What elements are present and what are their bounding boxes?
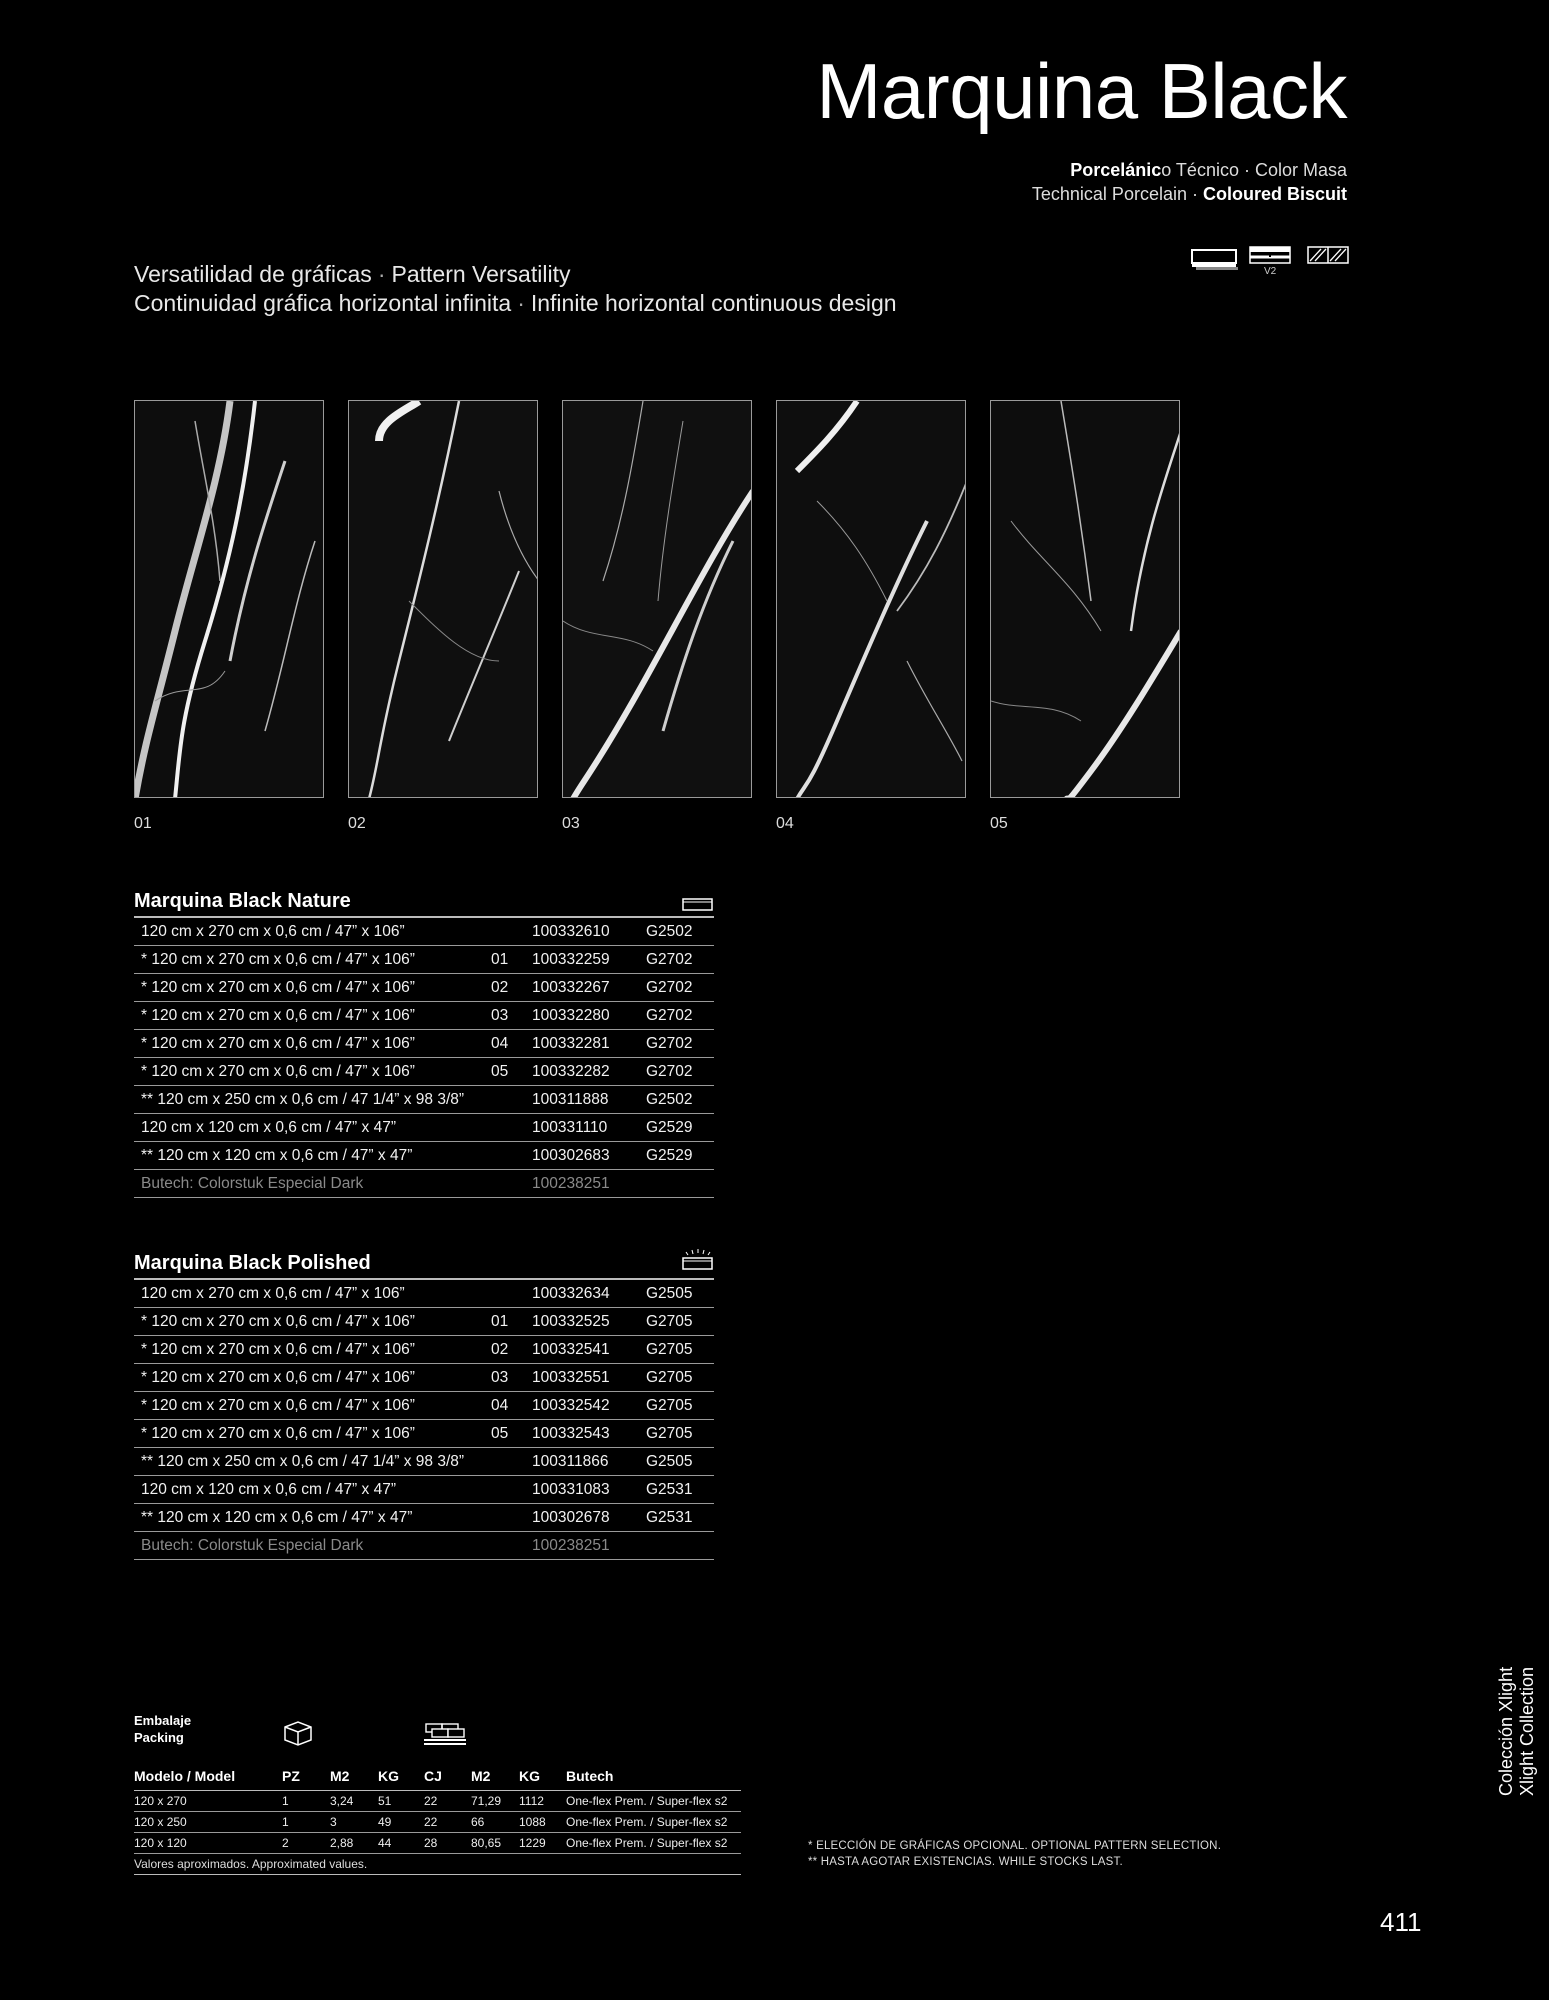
ref-cell: G2502 — [646, 1091, 693, 1108]
page-title: Marquina Black — [816, 47, 1347, 135]
tile-label-05: 05 — [990, 815, 1008, 832]
code-cell: 100332610 — [532, 923, 610, 940]
packing-cell: 1 — [282, 1794, 289, 1808]
continuous-pattern-icon — [1307, 246, 1351, 272]
code-cell: 100332634 — [532, 1285, 610, 1302]
packing-cell: 1112 — [519, 1794, 544, 1808]
packing-cell: 28 — [424, 1836, 438, 1850]
packing-cell: One-flex Prem. / Super-flex s2 — [566, 1794, 728, 1808]
polished-rows — [134, 1280, 714, 1560]
pattern-cell: 05 — [491, 1063, 509, 1080]
packing-row — [134, 1812, 741, 1833]
pattern-cell: 01 — [491, 951, 509, 968]
size-cell: * 120 cm x 270 cm x 0,6 cm / 47” x 106” — [141, 979, 415, 996]
code-cell: 100332551 — [532, 1369, 610, 1386]
pallet-icon — [422, 1720, 468, 1751]
packing-cell: 120 x 120 — [134, 1836, 187, 1850]
ref-cell: G2529 — [646, 1147, 693, 1164]
packing-note: Valores aproximados. Approximated values. — [134, 1854, 741, 1875]
size-cell: 120 cm x 120 cm x 0,6 cm / 47” x 47” — [141, 1481, 396, 1498]
size-cell: * 120 cm x 270 cm x 0,6 cm / 47” x 106” — [141, 1425, 415, 1442]
table-row — [134, 918, 714, 946]
packing-header-m2-pallet: M2 — [471, 1768, 491, 1784]
slab-icon — [1191, 246, 1235, 272]
packing-header-model: Modelo / Model — [134, 1768, 236, 1784]
nature-rows — [134, 918, 714, 1198]
pattern-cell: 05 — [491, 1425, 509, 1442]
table-row — [134, 1392, 714, 1420]
pattern-cell: 04 — [491, 1035, 509, 1052]
collection-es: Colección Xlight — [1496, 1666, 1516, 1796]
packing-label-en: Packing — [134, 1730, 184, 1745]
nature-table-title — [134, 886, 714, 916]
code-cell: 100311888 — [532, 1091, 609, 1108]
v2-caption: V2 — [1264, 266, 1277, 277]
size-cell: * 120 cm x 270 cm x 0,6 cm / 47” x 106” — [141, 1369, 415, 1386]
code-cell: 100332281 — [532, 1035, 610, 1052]
size-cell: Butech: Colorstuk Especial Dark — [141, 1175, 364, 1192]
size-cell: 120 cm x 270 cm x 0,6 cm / 47” x 106” — [141, 923, 405, 940]
packing-cell: 1229 — [519, 1836, 546, 1850]
polished-table-title — [134, 1248, 714, 1278]
format-icons — [1191, 246, 1351, 277]
pattern-cell: 03 — [491, 1369, 509, 1386]
pattern-cell: 02 — [491, 1341, 509, 1358]
ref-cell: G2702 — [646, 1007, 693, 1024]
table-row — [134, 1504, 714, 1532]
ref-cell: G2705 — [646, 1313, 693, 1330]
pattern-cell: 04 — [491, 1397, 509, 1414]
packing-cell: 2 — [282, 1836, 289, 1850]
code-cell: 100238251 — [532, 1175, 610, 1192]
code-cell: 100332282 — [532, 1063, 610, 1080]
packing-cell: 49 — [378, 1815, 392, 1829]
ref-cell: G2531 — [646, 1481, 693, 1498]
packing-label-es: Embalaje — [134, 1713, 192, 1728]
code-cell: 100331083 — [532, 1481, 610, 1498]
code-cell: 100302683 — [532, 1147, 610, 1164]
packing-cell: 120 x 250 — [134, 1815, 187, 1829]
packing-header-cj: CJ — [424, 1768, 442, 1784]
marble-tile-03 — [562, 400, 752, 798]
polished-finish-icon — [682, 1248, 714, 1281]
size-cell: 120 cm x 120 cm x 0,6 cm / 47” x 47” — [141, 1119, 396, 1136]
ref-cell: G2502 — [646, 923, 693, 940]
packing-row — [134, 1833, 741, 1854]
ref-cell: G2702 — [646, 979, 693, 996]
code-cell: 100332542 — [532, 1397, 610, 1414]
ref-cell: G2702 — [646, 951, 693, 968]
ref-cell: G2702 — [646, 1063, 693, 1080]
packing-header-kg-pallet: KG — [519, 1768, 540, 1784]
table-row — [134, 1030, 714, 1058]
packing-header-pz: PZ — [282, 1768, 300, 1784]
box-icon — [282, 1720, 314, 1751]
packing-rows — [134, 1791, 741, 1854]
code-cell: 100332280 — [532, 1007, 610, 1024]
size-cell: * 120 cm x 270 cm x 0,6 cm / 47” x 106” — [141, 1397, 415, 1414]
size-cell: Butech: Colorstuk Especial Dark — [141, 1537, 364, 1554]
packing-header — [134, 1762, 741, 1791]
packing-cell: 22 — [424, 1794, 438, 1808]
versatility-line-1 — [134, 261, 570, 288]
table-row — [134, 1532, 714, 1560]
ref-cell: G2531 — [646, 1509, 693, 1526]
ref-cell: G2705 — [646, 1425, 693, 1442]
packing-cell: 1088 — [519, 1815, 546, 1829]
size-cell: ** 120 cm x 120 cm x 0,6 cm / 47” x 47” — [141, 1509, 413, 1526]
packing-cell: 51 — [378, 1794, 392, 1808]
table-row — [134, 1170, 714, 1198]
code-cell: 100332267 — [532, 979, 610, 996]
ref-cell: G2505 — [646, 1453, 693, 1470]
versatility-en: Pattern Versatility — [391, 261, 571, 287]
packing-cell: 1 — [282, 1815, 289, 1829]
table-row — [134, 1308, 714, 1336]
marble-tile-01 — [134, 400, 324, 798]
table-row — [134, 946, 714, 974]
size-cell: * 120 cm x 270 cm x 0,6 cm / 47” x 106” — [141, 1007, 415, 1024]
table-row — [134, 1058, 714, 1086]
packing-cell: 71,29 — [471, 1794, 502, 1808]
size-cell: 120 cm x 270 cm x 0,6 cm / 47” x 106” — [141, 1285, 405, 1302]
ref-cell: G2529 — [646, 1119, 693, 1136]
collection-side-label — [1496, 1667, 1538, 1796]
footnote-1: * ELECCIÓN DE GRÁFICAS OPCIONAL. OPTIONAL PATTERN SELECTION. — [808, 1840, 1222, 1852]
table-row — [134, 1420, 714, 1448]
separator: · — [377, 261, 386, 287]
ref-cell: G2702 — [646, 1035, 693, 1052]
separator: · — [517, 290, 525, 316]
table-row — [134, 1280, 714, 1308]
subtitle-es-rest: o Técnico · Color Masa — [1161, 160, 1347, 180]
packing-cell: 44 — [378, 1836, 392, 1850]
packing-cell: 66 — [471, 1815, 485, 1829]
subtitle-en-bold: Coloured Biscuit — [1202, 184, 1347, 204]
subtitle-es — [1070, 160, 1347, 181]
packing-section — [134, 1712, 741, 1875]
code-cell: 100332543 — [532, 1425, 610, 1442]
size-cell: ** 120 cm x 250 cm x 0,6 cm / 47 1/4” x 98 3/8” — [141, 1453, 465, 1470]
continuity-en: Infinite horizontal continuous design — [530, 290, 897, 316]
versatility-es: Versatilidad de gráficas — [134, 261, 372, 287]
packing-header-m2: M2 — [330, 1768, 350, 1784]
code-cell: 100302678 — [532, 1509, 610, 1526]
table-row — [134, 1002, 714, 1030]
ref-cell: G2705 — [646, 1341, 693, 1358]
table-row — [134, 1336, 714, 1364]
tile-label-01: 01 — [134, 815, 152, 832]
table-row — [134, 1364, 714, 1392]
packing-cell: 22 — [424, 1815, 438, 1829]
pattern-cell: 03 — [491, 1007, 509, 1024]
pattern-cell: 01 — [491, 1313, 509, 1330]
page-number: 411 — [1380, 1907, 1422, 1937]
subtitle-en-rest: Technical Porcelain · — [1031, 184, 1203, 204]
nature-table — [134, 886, 714, 1198]
code-cell: 100332259 — [532, 951, 610, 968]
footnote-2: ** HASTA AGOTAR EXISTENCIAS. WHILE STOCKS LAST. — [808, 1856, 1123, 1868]
size-cell: ** 120 cm x 120 cm x 0,6 cm / 47” x 47” — [141, 1147, 413, 1164]
tile-label-02: 02 — [348, 815, 366, 832]
size-cell: * 120 cm x 270 cm x 0,6 cm / 47” x 106” — [141, 1035, 415, 1052]
packing-cell: 2,88 — [330, 1836, 354, 1850]
packing-header-kg: KG — [378, 1768, 399, 1784]
packing-row — [134, 1791, 741, 1812]
versatility-line-2 — [134, 290, 897, 317]
marble-tile-04 — [776, 400, 966, 798]
table-row — [134, 1448, 714, 1476]
subtitle-en — [1032, 184, 1347, 205]
packing-cell: One-flex Prem. / Super-flex s2 — [566, 1836, 728, 1850]
size-cell: ** 120 cm x 250 cm x 0,6 cm / 47 1/4” x 98 3/8” — [141, 1091, 465, 1108]
marble-tile-02 — [348, 400, 538, 798]
pattern-cell: 02 — [491, 979, 509, 996]
size-cell: * 120 cm x 270 cm x 0,6 cm / 47” x 106” — [141, 951, 415, 968]
table-row — [134, 1114, 714, 1142]
nature-title-text: Marquina Black Nature — [134, 890, 351, 912]
ref-cell: G2705 — [646, 1369, 693, 1386]
tile-label-04: 04 — [776, 815, 794, 832]
code-cell: 100332525 — [532, 1313, 610, 1330]
code-cell: 100331110 — [532, 1119, 608, 1136]
packing-cell: 120 x 270 — [134, 1794, 187, 1808]
packing-cell: 3 — [330, 1815, 337, 1829]
code-cell: 100332541 — [532, 1341, 610, 1358]
polished-title-text: Marquina Black Polished — [134, 1252, 371, 1274]
marble-tile-05 — [990, 400, 1180, 798]
table-row — [134, 1142, 714, 1170]
packing-cell: 3,24 — [330, 1794, 354, 1808]
table-row — [134, 1476, 714, 1504]
collection-en: Xlight Collection — [1517, 1666, 1537, 1796]
tile-label-03: 03 — [562, 815, 580, 832]
packing-header-butech: Butech — [566, 1768, 614, 1784]
ref-cell: G2505 — [646, 1285, 693, 1302]
subtitle-es-bold: Porcelánic — [1070, 160, 1162, 180]
size-cell: * 120 cm x 270 cm x 0,6 cm / 47” x 106” — [141, 1063, 415, 1080]
size-cell: * 120 cm x 270 cm x 0,6 cm / 47” x 106” — [141, 1313, 415, 1330]
code-cell: 100238251 — [532, 1537, 610, 1554]
continuity-es: Continuidad gráfica horizontal infinita — [134, 290, 512, 316]
ref-cell: G2705 — [646, 1397, 693, 1414]
code-cell: 100311866 — [532, 1453, 609, 1470]
v2-pattern-icon — [1249, 246, 1293, 277]
table-row — [134, 1086, 714, 1114]
size-cell: * 120 cm x 270 cm x 0,6 cm / 47” x 106” — [141, 1341, 415, 1358]
table-row — [134, 974, 714, 1002]
packing-cell: 80,65 — [471, 1836, 502, 1850]
packing-cell: One-flex Prem. / Super-flex s2 — [566, 1815, 728, 1829]
polished-table — [134, 1248, 714, 1560]
